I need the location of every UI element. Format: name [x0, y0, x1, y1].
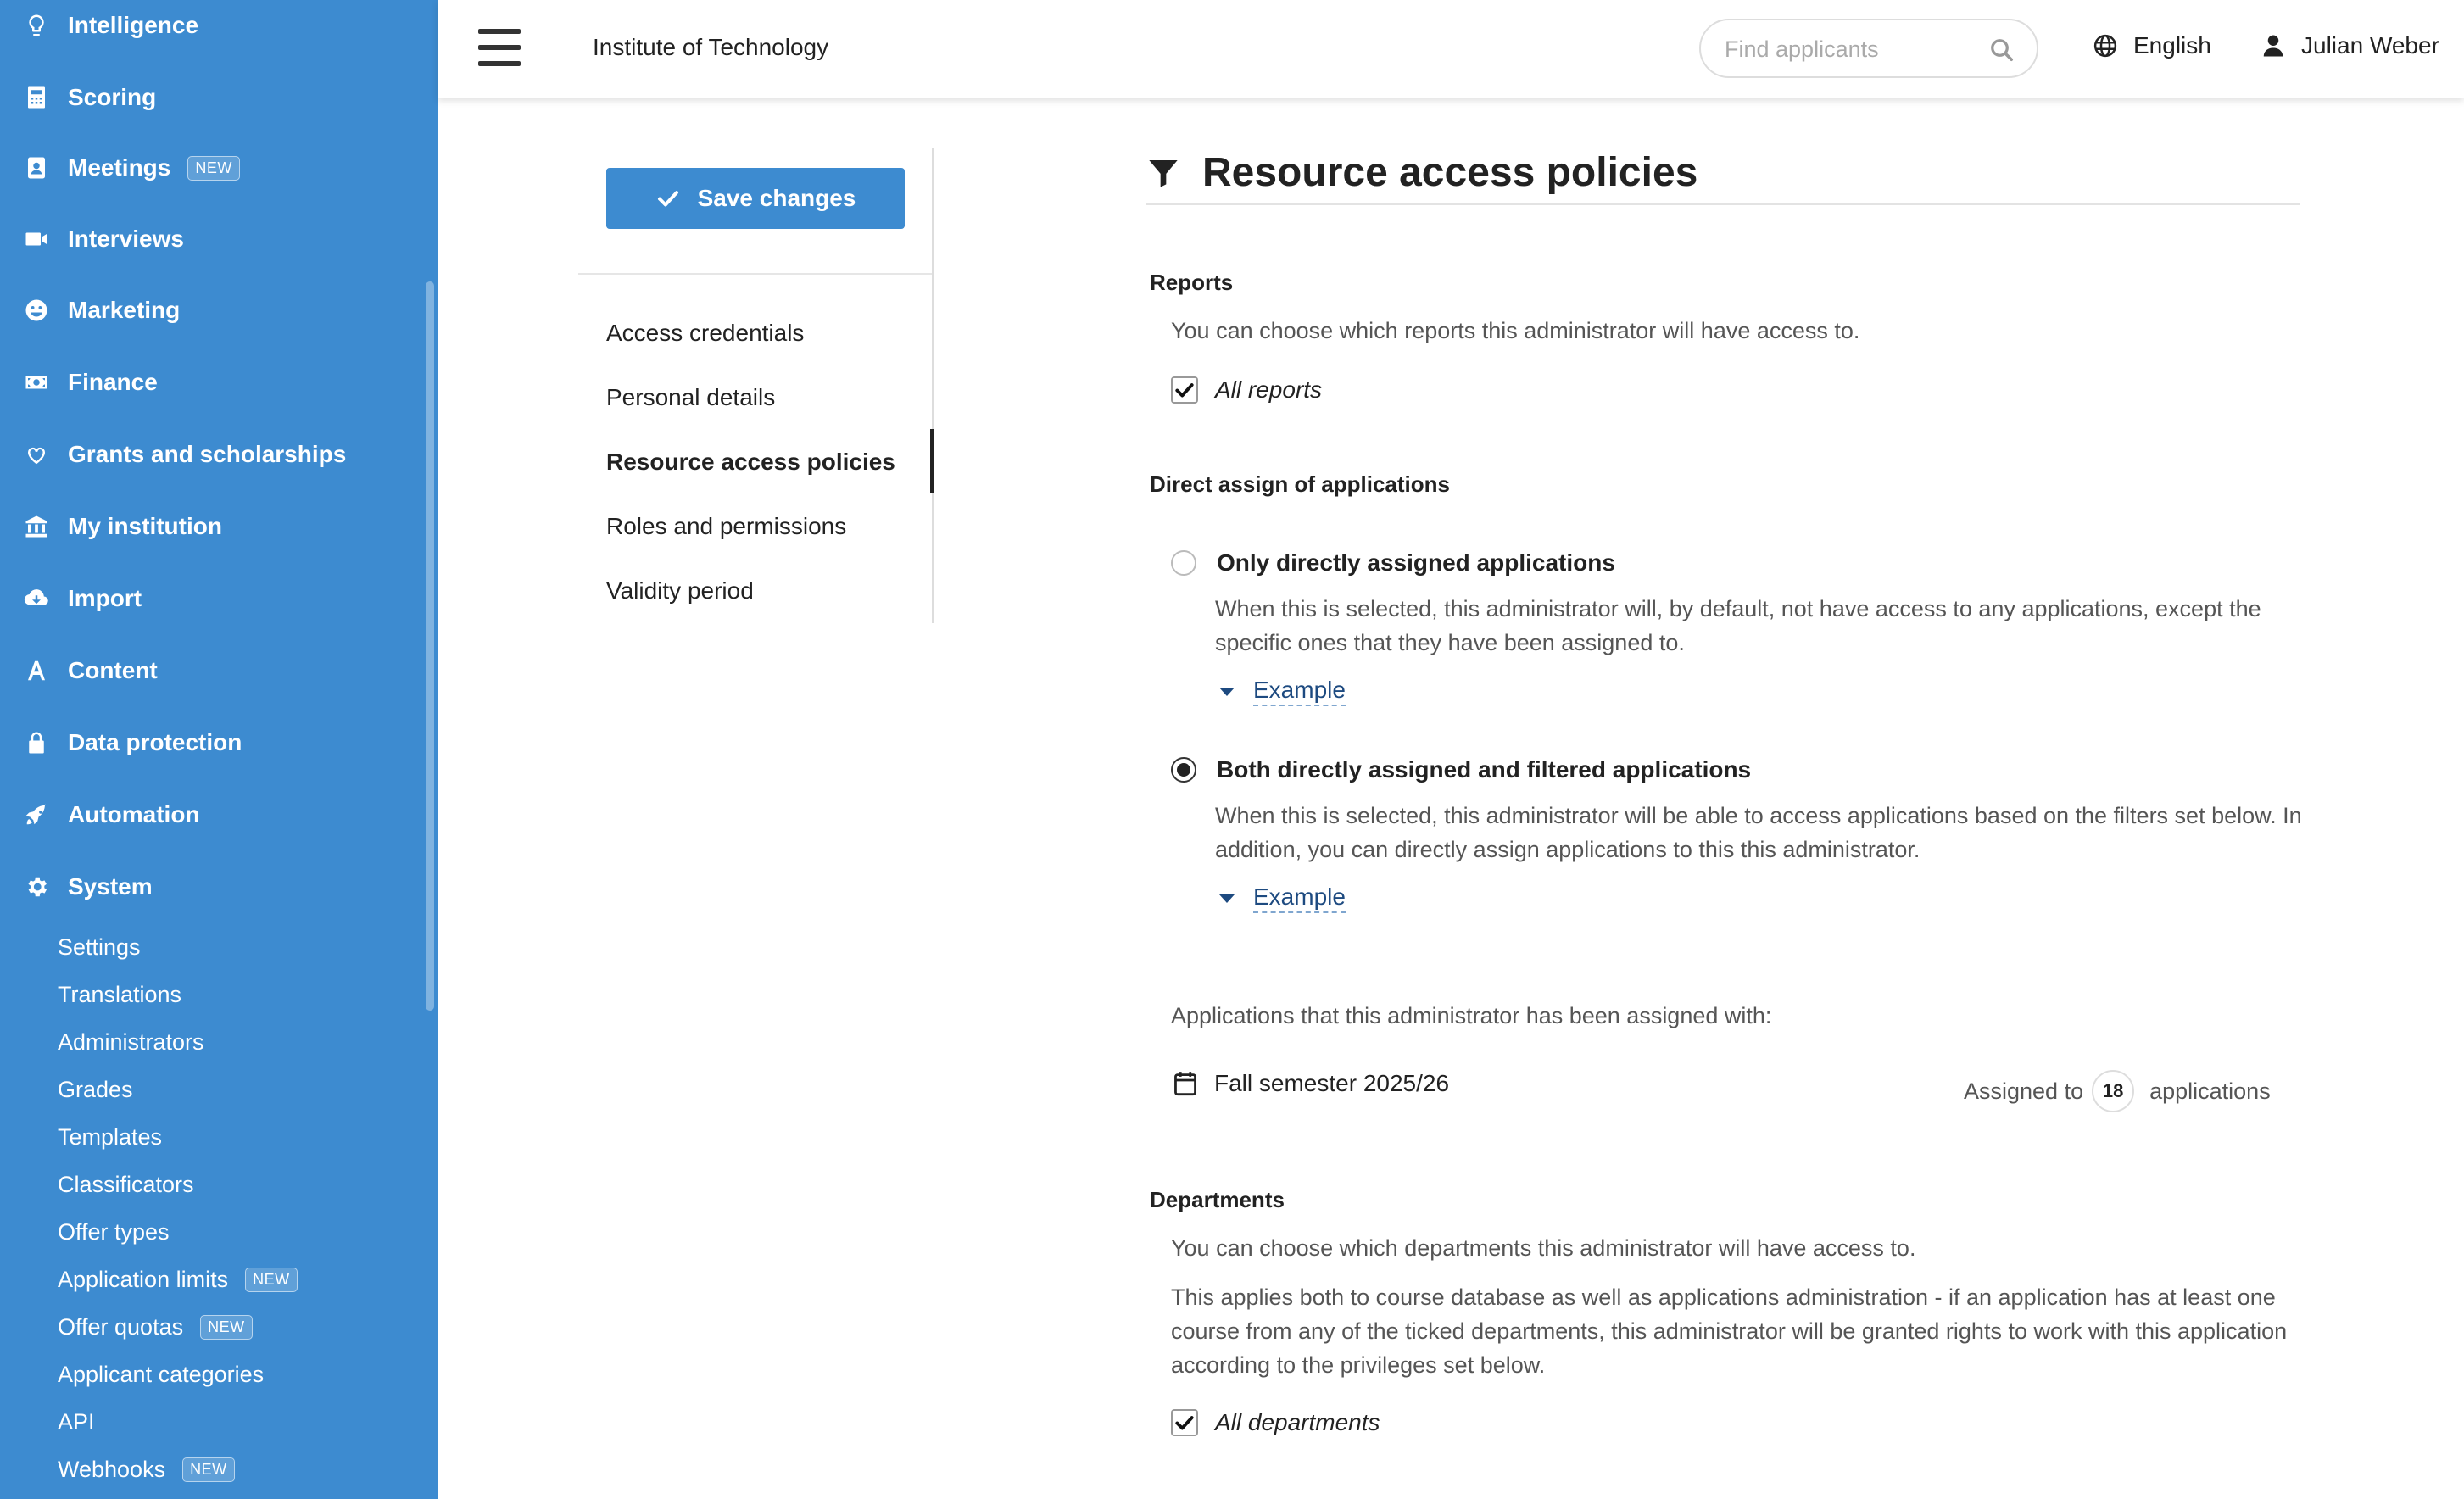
- rocket-icon: [22, 800, 51, 829]
- filter-icon: [1146, 156, 1180, 190]
- checkmark-icon: [1173, 1412, 1196, 1434]
- sidebar-item-grants[interactable]: [22, 429, 346, 480]
- user-name: Julian Weber: [2301, 32, 2439, 59]
- nav-item-label: Access credentials: [606, 320, 805, 346]
- nav-divider: [578, 273, 933, 275]
- reports-heading: Reports: [1150, 270, 1234, 295]
- search-input[interactable]: [1725, 32, 1987, 66]
- sidebar-item-label: System: [68, 873, 153, 900]
- sidebar-subitem-translations[interactable]: [58, 972, 181, 1017]
- sidebar-subitem-administrators[interactable]: [58, 1020, 204, 1064]
- sidebar-subitem-label: Settings: [58, 933, 141, 960]
- hamburger-menu-icon[interactable]: [478, 29, 521, 66]
- assigned-prefix: Assigned to: [1964, 1078, 2084, 1104]
- sidebar-subitem-label: Offer types: [58, 1218, 170, 1245]
- departments-description-detail: This applies both to course database as well as applications administration - if an application has at least one course from any of the ticked departments, this administrator will be granted rights to work with this application according to the privileges set below.: [1171, 1284, 2288, 1378]
- sidebar-item-label: Import: [68, 585, 142, 611]
- sidebar-item-data-protection[interactable]: [22, 717, 242, 768]
- nav-vertical-divider: [932, 148, 934, 623]
- sidebar-item-marketing[interactable]: [22, 285, 180, 336]
- sidebar-subitem-label: Administrators: [58, 1028, 204, 1055]
- radio-label: Both directly assigned and filtered applications: [1217, 756, 1752, 783]
- assigned-suffix: applications: [2149, 1078, 2271, 1104]
- sidebar-item-label: Finance: [68, 369, 158, 395]
- semester-label: Fall semester 2025/26: [1214, 1070, 1450, 1096]
- search-box: [1699, 19, 2038, 78]
- sidebar-subitem-settings[interactable]: [58, 925, 141, 969]
- sidebar-subitem-application-limits[interactable]: [58, 1257, 298, 1301]
- title-divider: [1146, 203, 2300, 205]
- calendar-icon: [1173, 1071, 1197, 1096]
- sidebar-item-label: Marketing: [68, 297, 181, 323]
- page-title: [1146, 149, 1697, 196]
- user-menu[interactable]: [2261, 32, 2439, 59]
- page-title-text: Resource access policies: [1202, 150, 1698, 195]
- user-icon: [2261, 33, 2286, 59]
- sidebar-item-system[interactable]: [22, 861, 153, 912]
- new-badge: NEW: [200, 1315, 253, 1340]
- all-reports-checkbox[interactable]: [1171, 376, 1322, 404]
- search-icon[interactable]: [1989, 37, 2015, 63]
- radio-direct-and-filtered[interactable]: [1171, 756, 1751, 783]
- semester-row: [1173, 1070, 1449, 1097]
- example-label: Example: [1253, 883, 1346, 913]
- banknote-icon: [22, 368, 51, 397]
- institution-icon: [22, 512, 51, 541]
- assigned-count-row[interactable]: [1964, 1070, 2271, 1112]
- sidebar-subitem-templates[interactable]: [58, 1115, 162, 1159]
- sidebar-item-label: Meetings: [68, 154, 171, 181]
- nav-active-indicator: [930, 429, 934, 493]
- sidebar-subitem-label: Grades: [58, 1076, 133, 1102]
- sidebar-subitem-offer-quotas[interactable]: [58, 1305, 253, 1349]
- sidebar-item-interviews[interactable]: [22, 214, 184, 265]
- sidebar-scrollbar[interactable]: [426, 281, 434, 1011]
- radio-label: Only directly assigned applications: [1217, 549, 1615, 576]
- checkbox-label: All reports: [1215, 376, 1323, 403]
- gear-icon: [22, 872, 51, 901]
- nav-item-validity-period[interactable]: [606, 570, 754, 612]
- sidebar-item-label: My institution: [68, 513, 222, 539]
- sidebar-item-meetings[interactable]: [22, 142, 240, 193]
- video-camera-icon: [22, 225, 51, 254]
- contact-book-icon: [22, 153, 51, 182]
- language-label: English: [2133, 32, 2211, 59]
- sidebar-subitem-offer-types[interactable]: [58, 1210, 170, 1254]
- font-icon: [22, 656, 51, 685]
- checkbox-box[interactable]: [1171, 376, 1198, 404]
- save-changes-button[interactable]: [606, 168, 905, 229]
- sidebar-item-label: Intelligence: [68, 12, 199, 38]
- sidebar-item-label: Scoring: [68, 84, 157, 110]
- nav-item-label: Roles and permissions: [606, 513, 847, 539]
- sidebar-subitem-label: Offer quotas: [58, 1313, 184, 1340]
- cloud-download-icon: [22, 584, 51, 613]
- sidebar-subitem-label: Templates: [58, 1123, 163, 1150]
- sidebar-subitem-api[interactable]: [58, 1400, 95, 1444]
- sidebar-item-label: Data protection: [68, 729, 242, 755]
- all-departments-checkbox[interactable]: [1171, 1409, 1380, 1436]
- example-toggle[interactable]: [1219, 883, 1346, 913]
- sidebar-subitem-webhooks[interactable]: [58, 1447, 235, 1491]
- sidebar-item-my-institution[interactable]: [22, 501, 222, 552]
- new-badge: NEW: [187, 156, 240, 181]
- new-badge: NEW: [245, 1268, 298, 1292]
- checkmark-icon: [655, 186, 681, 211]
- checkbox-label: All departments: [1215, 1409, 1380, 1435]
- example-label: Example: [1253, 677, 1346, 706]
- sidebar-item-label: Automation: [68, 801, 200, 828]
- lock-icon: [22, 728, 51, 757]
- sidebar-subitem-classificators[interactable]: [58, 1162, 194, 1206]
- sidebar-item-import[interactable]: [22, 573, 142, 624]
- radio-only-direct[interactable]: [1171, 549, 1615, 577]
- nav-item-label: Validity period: [606, 577, 754, 604]
- save-changes-label: Save changes: [697, 185, 856, 211]
- new-badge: NEW: [182, 1457, 235, 1482]
- reports-description: You can choose which reports this administrator will have access to.: [1171, 318, 1860, 343]
- radio-description: When this is selected, this administrator will be able to access applications based on the filters set below. In addition, you can directly assign applications to this this administrator.: [1215, 803, 2302, 862]
- sidebar-subitem-label: Applicant categories: [58, 1361, 265, 1387]
- sidebar-item-label: Grants and scholarships: [68, 441, 347, 467]
- sidebar-subitem-label: Webhooks: [58, 1456, 166, 1482]
- sidebar-subitem-label: Translations: [58, 981, 182, 1007]
- nav-item-roles-and-permissions[interactable]: [606, 505, 846, 548]
- sidebar-item-label: Interviews: [68, 226, 184, 252]
- nav-item-label: Resource access policies: [606, 449, 895, 475]
- lightbulb-icon: [22, 11, 51, 40]
- language-selector[interactable]: [2093, 32, 2211, 59]
- sidebar-subitem-label: Application limits: [58, 1266, 229, 1292]
- sidebar-item-intelligence[interactable]: [22, 0, 198, 51]
- heart-icon: [22, 440, 51, 469]
- nav-item-personal-details[interactable]: [606, 376, 775, 419]
- nav-item-access-credentials[interactable]: [606, 312, 804, 354]
- sidebar-subitem-label: Classificators: [58, 1171, 194, 1197]
- sidebar-item-scoring[interactable]: [22, 72, 156, 123]
- departments-description: You can choose which departments this administrator will have access to.: [1171, 1235, 1916, 1261]
- assigned-count-badge: 18: [2092, 1070, 2134, 1112]
- radio-description: When this is selected, this administrator will, by default, not have access to any applications, except the specific ones that they have been assigned to.: [1215, 596, 2261, 655]
- sidebar-subitem-grades[interactable]: [58, 1067, 133, 1112]
- radio-button-selected[interactable]: [1171, 757, 1196, 783]
- sidebar: [0, 0, 438, 1499]
- sidebar-item-label: Content: [68, 657, 158, 683]
- caret-down-icon: [1219, 688, 1235, 696]
- sidebar-item-finance[interactable]: [22, 357, 158, 408]
- sidebar-subitem-applicant-categories[interactable]: [58, 1352, 264, 1396]
- sidebar-subitem-label: API: [58, 1408, 95, 1435]
- checkmark-icon: [1173, 379, 1196, 401]
- top-bar: [438, 0, 2464, 98]
- nav-item-label: Personal details: [606, 384, 776, 410]
- direct-assign-heading: Direct assign of applications: [1150, 471, 1450, 497]
- institution-name: Institute of Technology: [593, 34, 829, 60]
- sidebar-item-automation[interactable]: [22, 789, 200, 840]
- calculator-icon: [22, 83, 51, 112]
- smiley-icon: [22, 296, 51, 325]
- radio-button[interactable]: [1171, 550, 1196, 576]
- caret-down-icon: [1219, 894, 1235, 903]
- example-toggle[interactable]: [1219, 677, 1346, 706]
- globe-icon: [2093, 33, 2118, 59]
- sidebar-item-content[interactable]: [22, 645, 158, 696]
- checkbox-box[interactable]: [1171, 1409, 1198, 1436]
- departments-heading: Departments: [1150, 1187, 1285, 1212]
- assigned-intro: Applications that this administrator has been assigned with:: [1171, 1003, 1772, 1028]
- nav-item-resource-access-policies[interactable]: [606, 441, 895, 483]
